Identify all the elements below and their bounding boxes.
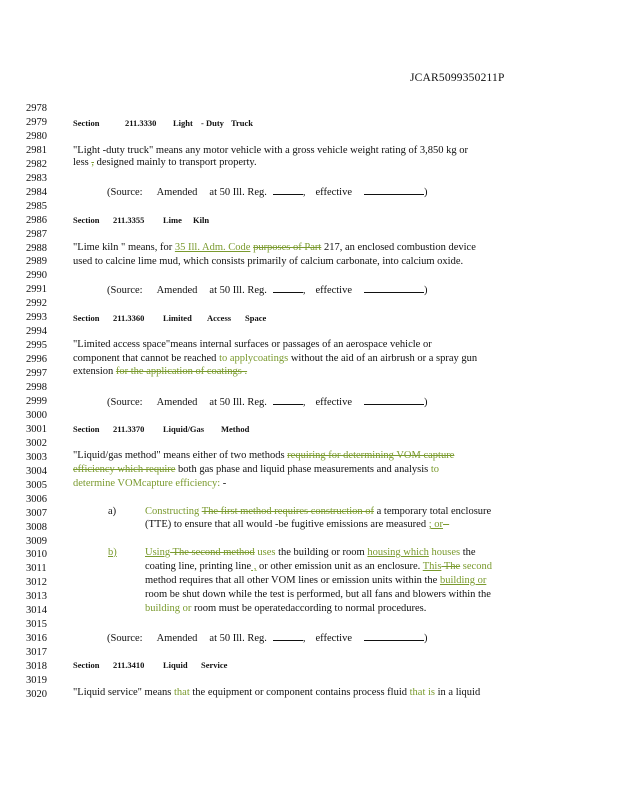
source-label: (Source:	[107, 397, 143, 408]
source-label: (Source:	[107, 187, 143, 198]
source-register: at 50 Ill. Reg.	[209, 397, 267, 408]
definition-text: "Limited access space"means internal surfaces or passages of an aerospace vehicle or	[73, 339, 432, 350]
definition-text: "Liquid/gas method" means either of two methods requiring for determining VOM capture	[73, 450, 455, 461]
line-number: 3015	[26, 619, 47, 631]
line-number: 2980	[26, 130, 47, 142]
source-label: (Source:	[107, 285, 143, 296]
section-heading-211-3330: Section 211.3330 Light - Duty Truck	[73, 118, 254, 128]
line-number: 3006	[26, 493, 47, 505]
line-number: 2983	[26, 172, 47, 184]
line-number: 2993	[26, 312, 47, 324]
line-number: 2979	[26, 117, 47, 128]
register-blank	[273, 185, 303, 195]
source-effective: effective	[315, 187, 353, 198]
line-number: 3004	[26, 465, 47, 477]
line-number: 3009	[26, 535, 47, 547]
list-item-b-text: Using The second method uses the building or room housing which houses the	[145, 547, 476, 558]
line-number: 3001	[26, 423, 47, 435]
line-number: 2978	[26, 103, 47, 114]
line-number: 2996	[26, 354, 47, 366]
register-blank	[273, 631, 303, 641]
source-register: at 50 Ill. Reg.	[209, 633, 267, 644]
definition-text: "Light -duty truck" means any motor vehicle with a gross vehicle weight rating of 3,850 kg or	[73, 145, 468, 156]
source-label: (Source:	[107, 633, 143, 644]
source-effective: effective	[315, 285, 353, 296]
source-note: (Source: Amended at 50 Ill. Reg. , effective )	[107, 633, 428, 644]
line-number: 2988	[26, 242, 47, 254]
line-number: 3019	[26, 674, 47, 686]
line-number: 2987	[26, 228, 47, 240]
line-number: 3013	[26, 591, 47, 603]
source-note: (Source: Amended at 50 Ill. Reg. , effective )	[107, 397, 428, 408]
list-item-b-text: room be shut down while the test is performed, but all fans and blowers within the	[145, 589, 491, 600]
list-item-b-text: building or room must be operatedaccording to normal procedures.	[145, 603, 427, 614]
list-item-a-text: Constructing The first method requires construction of a temporary total enclosure	[145, 506, 492, 517]
line-number: 3000	[26, 409, 47, 421]
line-number: 3016	[26, 633, 47, 645]
line-number: 3017	[26, 647, 47, 658]
effective-blank	[364, 395, 424, 405]
line-number: 2998	[26, 382, 47, 393]
register-blank	[273, 283, 303, 293]
line-number: 3010	[26, 549, 47, 561]
source-register: at 50 Ill. Reg.	[209, 187, 267, 198]
definition-text: used to calcine lime mud, which consists primarily of calcium carbonate, into calcium oxide.	[73, 256, 464, 267]
definition-text: extension for the application of coatings .	[73, 366, 248, 377]
line-number: 2992	[26, 298, 47, 310]
definition-text: component that cannot be reached to applycoatings without the aid of an airbrush or a spray gun	[73, 353, 478, 364]
source-amended: Amended	[156, 187, 198, 198]
source-register: at 50 Ill. Reg.	[209, 285, 267, 296]
section-heading-211-3370: Section 211.3370 Liquid/Gas Method	[73, 424, 250, 434]
line-number: 3014	[26, 605, 47, 617]
line-number: 2989	[26, 256, 47, 268]
list-item-a-text: (TTE) to ensure that all would -be fugitive emissions are measured ; or -	[145, 519, 450, 530]
line-number: 2997	[26, 368, 47, 380]
effective-blank	[364, 283, 424, 293]
line-number: 2991	[26, 284, 47, 296]
line-number: 3020	[26, 688, 47, 700]
line-number: 3002	[26, 437, 47, 449]
section-heading-211-3360: Section 211.3360 Limited Access Space	[73, 313, 267, 323]
section-heading-211-3410: Section 211.3410 Liquid Service	[73, 660, 228, 670]
source-amended: Amended	[156, 285, 198, 296]
register-blank	[273, 395, 303, 405]
source-effective: effective	[315, 397, 353, 408]
source-note: (Source: Amended at 50 Ill. Reg. , effective )	[107, 187, 428, 198]
list-label-b: b)	[108, 547, 117, 558]
line-number: 2994	[26, 326, 47, 338]
effective-blank	[364, 631, 424, 641]
definition-text: efficiency which require both gas phase and liquid phase measurements and analysis to	[73, 464, 440, 475]
list-item-b-text: coating line, printing line , or other emission unit as an enclosure. This The second	[145, 561, 492, 572]
line-number: 3007	[26, 507, 47, 519]
document-id: JCAR5099350211P	[410, 72, 505, 84]
definition-text: determine VOMcapture efficiency: -	[73, 478, 227, 489]
line-number: 3003	[26, 451, 47, 463]
definition-text: "Lime kiln " means, for 35 Ill. Adm. Code purposes of Part 217, an enclosed combustion device	[73, 242, 476, 253]
line-number: 2986	[26, 214, 47, 226]
source-amended: Amended	[156, 397, 198, 408]
list-label-a: a)	[108, 506, 117, 517]
line-number: 2984	[26, 186, 47, 198]
source-note: (Source: Amended at 50 Ill. Reg. , effective )	[107, 285, 428, 296]
section-heading-211-3355: Section 211.3355 Lime Kiln	[73, 215, 210, 225]
list-item-b-text: method requires that all other VOM lines or emission units within the building or	[145, 575, 487, 586]
line-number: 2985	[26, 200, 47, 212]
source-effective: effective	[315, 633, 353, 644]
line-number: 3018	[26, 661, 47, 672]
line-number: 2995	[26, 340, 47, 352]
line-number: 3008	[26, 521, 47, 533]
line-number: 3012	[26, 577, 47, 589]
line-number: 2982	[26, 158, 47, 170]
source-amended: Amended	[156, 633, 198, 644]
line-number: 2981	[26, 144, 47, 156]
line-number: 3011	[26, 563, 47, 575]
effective-blank	[364, 185, 424, 195]
line-number: 2990	[26, 270, 47, 282]
definition-text: less , designed mainly to transport property.	[73, 157, 257, 168]
line-number: 2999	[26, 395, 47, 407]
definition-text: "Liquid service" means that the equipment or component contains process fluid that is in a liquid	[73, 687, 481, 698]
line-number: 3005	[26, 479, 47, 491]
